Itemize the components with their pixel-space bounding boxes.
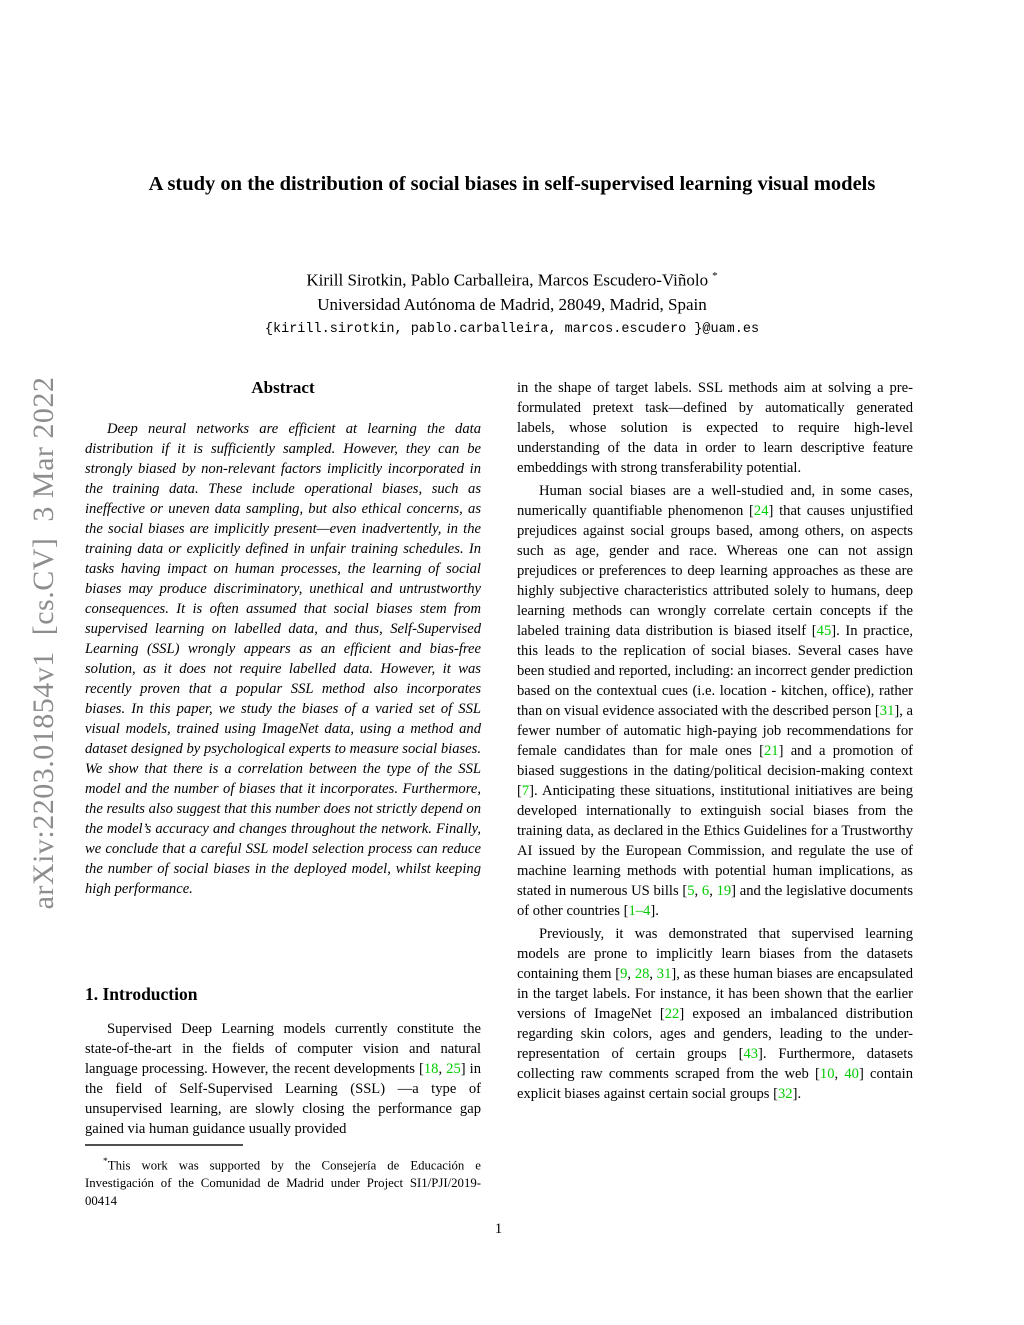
citation-link[interactable]: 24 [753,503,769,519]
paragraph [517,481,913,921]
citation-link[interactable]: 9 [620,966,628,982]
footnote-marker: * [103,1157,108,1167]
introduction-section [85,984,481,1139]
text-segment: , [438,1061,447,1077]
text-segment: Human social biases are a well-studied and, in some cases, numerically quantifiable phenomenon [ [517,483,913,519]
citation-link[interactable]: 32 [778,1086,793,1102]
introduction-heading: 1. Introduction [85,984,198,1004]
citation-link[interactable]: 43 [743,1046,759,1062]
arxiv-watermark: arXiv:2203.01854v1 [cs.CV] 3 Mar 2022 [27,376,60,910]
footnote-text-line [85,1153,481,1210]
paper-title: A study on the distribution of social biases in self-supervised learning visual models [148,173,876,195]
citation-link[interactable]: 6 [701,883,710,899]
citation-link[interactable]: 21 [763,743,779,759]
citation-link[interactable]: 7 [521,783,530,799]
citation-link[interactable]: 18 [423,1061,439,1077]
citation-link[interactable]: 31 [879,703,895,719]
page-number: 1 [494,1221,503,1237]
paragraph [517,378,913,478]
author-thanks-marker: * [712,270,718,282]
text-segment: ] in the field of Self-Supervised Learning (SSL) —a type of unsupervised learning, are slowly closing the performance gap gained via human guidance usually provided [85,1061,481,1137]
text-segment: , [834,1066,845,1082]
right-column [517,378,913,1104]
footnote [85,1144,481,1210]
paragraph [517,924,913,1104]
affiliation-line: Universidad Autónoma de Madrid, 28049, Madrid, Spain [317,295,707,314]
text-segment: ]. [650,903,659,919]
text-segment: ], as these human biases are encapsulated in the target labels. For instance, it has been shown that the earlier versions of ImageNet [ [517,966,914,1022]
text-segment: ] and a promotion of biased suggestions in the dating/political decision-making context [ [517,743,913,799]
citation-link[interactable]: 5 [687,883,695,899]
citation-link[interactable]: 1–4 [628,903,651,919]
citation-link[interactable]: 28 [634,966,650,982]
text-segment: ], a fewer number of automatic high-paying job recommendations for female candidates than for male ones [ [517,703,913,759]
authors-names: Kirill Sirotkin, Pablo Carballeira, Marcos Escudero-Viñolo [306,270,709,290]
text-segment: ]. In practice, this leads to the replication of social biases. Several cases have been studied and reported, including: an incorrect gender prediction based on the contextual cues (i.e. location - kitchen, office), rather than on visual evidence associated with the described person [ [517,623,913,719]
abstract-section [85,378,481,899]
citation-link[interactable]: 22 [664,1006,680,1022]
text-segment: ]. Furthermore, datasets collecting raw comments scraped from the web [ [517,1046,913,1082]
text-segment: , [709,883,717,899]
text-segment: , [649,966,657,982]
introduction-body [85,1019,481,1139]
text-segment: in the shape of target labels. SSL methods aim at solving a pre-formulated pretext task—defined by automatically generated labels, whose solution is expected to require high-level understanding of the data in order to learn descriptive feature embeddings with strong transferability potential. [517,380,913,476]
citation-link[interactable]: 45 [816,623,832,639]
citation-link[interactable]: 40 [844,1066,859,1082]
text-segment: Previously, it was demonstrated that supervised learning models are prone to implicitly learn biases from the datasets containing them [ [517,926,913,982]
abstract-text: Deep neural networks are efficient at learning the data distribution if it is sufficiently sampled. However, they can be strongly biased by non-relevant factors implicitly incorporated in the training data. These include operational biases, such as ineffective or uneven data sampling, but also ethical concerns, as the social biases are implicitly present—even inadvertently, in the training data or explicitly defined in unfair training schedules. In tasks having impact on human processes, the learning of social biases may produce discriminatory, unethical and untrustworthy consequences. It is often assumed that social biases stem from supervised learning on labelled data, and thus, Self-Supervised Learning (SSL) wrongly appears as an efficient and bias-free solution, as it does not require labelled data. However, it was recently proven that a popular SSL method also incorporates biases. In this paper, we study the biases of a varied set of SSL visual models, trained using ImageNet data, using a method and dataset designed by psychological experts to measure social biases. We show that there is a correlation between the type of the SSL model and the number of biases that it incorporates. Furthermore, the results also suggest that this number does not strictly depend on the model’s accuracy and changes throughout the network. Finally, we conclude that a careful SSL model selection process can reduce the number of social biases in the deployed model, whilst keeping high performance. [85,421,481,897]
text-segment: , [694,883,702,899]
citation-link[interactable]: 31 [656,966,672,982]
footnote-rule [85,1144,243,1146]
abstract-heading: Abstract [251,378,315,397]
text-segment: ]. Anticipating these situations, institutional initiatives are being developed internationally to extinguish social biases from the training data, as declared in the Ethics Guidelines for a Trustworthy AI issued by the European Commission, and regulate the use of machine learning methods with potential human implications, as stated in numerous US bills [ [517,783,913,899]
text-segment: , [627,966,635,982]
text-segment: ]. [792,1086,802,1102]
text-segment: ] contain explicit biases against certain social groups [ [517,1066,913,1102]
text-segment: Supervised Deep Learning models currently constitute the state-of-the-art in the fields of computer vision and natural language processing. However, the recent developments [ [85,1021,481,1077]
text-segment: ] that causes unjustified prejudices against social groups based, among others, on aspects such as age, gender and race. Whereas one can not assign prejudices or preferences to deep learning approaches as these are highly subjective characteristics attributed solely to humans, deep learning methods can wrongly correlate certain concepts if the labeled training data distribution is biased itself [ [517,503,913,639]
footnote-text: This work was supported by the Consejería de Educación e Investigación of the Comunidad de Madrid under Project SI1/PJI/2019-00414 [85,1158,481,1209]
paragraph [85,1019,481,1139]
authors-line [0,270,1024,291]
text-segment: ] exposed an imbalanced distribution regarding skin colors, ages and genders, leading to the under-representation of certain groups [ [517,1006,914,1062]
text-segment: ] and the legislative documents of other countries [ [517,883,914,919]
citation-link[interactable]: 19 [716,883,732,899]
emails-line: {kirill.sirotkin, pablo.carballeira, marcos.escudero }@uam.es [264,322,760,337]
citation-link[interactable]: 10 [819,1066,835,1082]
citation-link[interactable]: 25 [446,1061,461,1077]
